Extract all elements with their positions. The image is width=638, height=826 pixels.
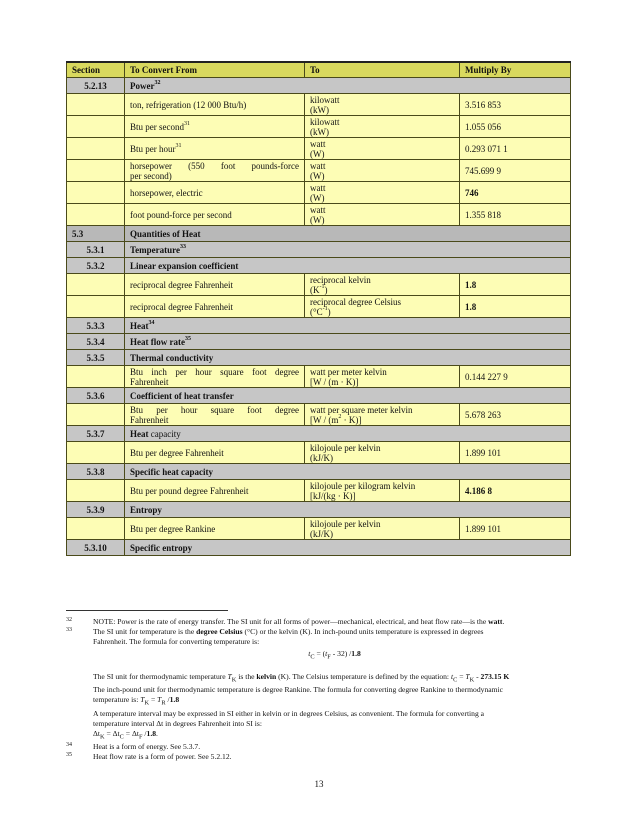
table-row — [67, 518, 571, 540]
header-section: Section — [67, 62, 125, 78]
section-number: 5.3.6 — [67, 388, 125, 404]
multiply-factor-cell: 1.8 — [460, 296, 571, 318]
section-title: Quantities of Heat — [125, 226, 571, 242]
multiply-factor-cell: 1.899 101 — [460, 442, 571, 464]
section-row — [67, 540, 571, 556]
convert-from-cell: horsepower (550 foot pounds-force per second) — [125, 160, 305, 182]
section-title: Heat capacity — [125, 426, 571, 442]
empty-section-cell — [67, 518, 125, 540]
section-row — [67, 350, 571, 366]
section-row — [67, 334, 571, 350]
section-number: 5.3.5 — [67, 350, 125, 366]
empty-section-cell — [67, 480, 125, 502]
section-row — [67, 502, 571, 518]
multiply-factor-cell: 0.144 227 9 — [460, 366, 571, 388]
section-row — [67, 426, 571, 442]
to-unit-cell: watt per meter kelvin [W / (m · K)] — [305, 366, 460, 388]
table-row — [67, 116, 571, 138]
to-unit-cell: kilojoule per kilogram kelvin [kJ/(kg · K)] — [305, 480, 460, 502]
footnote-ref: 34 — [148, 319, 155, 326]
to-unit-cell: watt (W) — [305, 160, 460, 182]
section-number: 5.3.3 — [67, 318, 125, 334]
empty-section-cell — [67, 138, 125, 160]
to-unit-cell: kilojoule per kelvin (kJ/K) — [305, 442, 460, 464]
table-row — [67, 296, 571, 318]
header-convert-from: To Convert From — [125, 62, 305, 78]
table-row — [67, 160, 571, 182]
multiply-factor-cell: 1.055 056 — [460, 116, 571, 138]
kelvin-definition: The SI unit for thermodynamic temperature $T_K$ is the kelvin (K). The Celsius temperature is defined by the equation: $t_C = T_K - 273.15$ K — [93, 671, 510, 684]
conversion-table — [66, 61, 571, 556]
section-row — [67, 78, 571, 94]
section-number: 5.3 — [67, 226, 125, 242]
multiply-factor-cell: 3.516 853 — [460, 94, 571, 116]
footnote-number: 32 — [66, 617, 72, 623]
to-unit-cell: watt (W) — [305, 182, 460, 204]
convert-from-cell: Btu per degree Fahrenheit — [125, 442, 305, 464]
multiply-factor-cell: 746 — [460, 182, 571, 204]
section-number: 5.3.9 — [67, 502, 125, 518]
footnotes — [66, 610, 576, 762]
to-unit-cell: watt (W) — [305, 204, 460, 226]
section-title: Specific entropy — [125, 540, 571, 556]
section-number: 5.3.10 — [67, 540, 125, 556]
section-row — [67, 242, 571, 258]
section-row — [67, 388, 571, 404]
empty-section-cell — [67, 366, 125, 388]
convert-from-cell: reciprocal degree Fahrenheit — [125, 274, 305, 296]
footnote-rule — [66, 610, 228, 611]
to-unit-cell: reciprocal degree Celsius $(^\circ C^{-1})$ — [305, 296, 460, 318]
table-header-row — [67, 62, 571, 78]
convert-from-cell: horsepower, electric — [125, 182, 305, 204]
empty-section-cell — [67, 116, 125, 138]
table-row — [67, 182, 571, 204]
convert-from-cell: ton, refrigeration (12 000 Btu/h) — [125, 94, 305, 116]
convert-from-cell: Btu per hour square foot degree Fahrenheit — [125, 404, 305, 426]
section-title: Heat flow rate$^{35}$ — [125, 334, 571, 350]
table-row — [67, 138, 571, 160]
table-row — [67, 274, 571, 296]
convert-from-cell: Btu per hour$^{31}$ — [125, 138, 305, 160]
empty-section-cell — [67, 94, 125, 116]
to-unit-cell: kilowatt (kW) — [305, 116, 460, 138]
multiply-factor-cell: 1.899 101 — [460, 518, 571, 540]
interval-formula: $\Delta t_K = \Delta t_C = \Delta t_F$ /1.8. — [93, 728, 158, 741]
section-number: 5.3.2 — [67, 258, 125, 274]
empty-section-cell — [67, 204, 125, 226]
empty-section-cell — [67, 274, 125, 296]
footnote-35: 35 Heat flow rate is a form of power. See 5.2.12. — [66, 752, 232, 762]
footnote-ref: 35 — [184, 335, 191, 342]
empty-section-cell — [67, 442, 125, 464]
multiply-factor-cell: 1.8 — [460, 274, 571, 296]
section-row — [67, 318, 571, 334]
section-title: Heat$^{34}$ — [125, 318, 571, 334]
section-title: Temperature$^{33}$ — [125, 242, 571, 258]
to-unit-cell: reciprocal kelvin $(K^{-1})$ — [305, 274, 460, 296]
section-number: 5.3.7 — [67, 426, 125, 442]
convert-from-cell: foot pound-force per second — [125, 204, 305, 226]
empty-section-cell — [67, 182, 125, 204]
header-to: To — [305, 62, 460, 78]
page-number: 13 — [314, 779, 324, 789]
footnote-32: 32 NOTE: Power is the rate of energy transfer. The SI unit for all forms of power—mechanical, electrical, and heat flow rate—is the watt. — [66, 617, 505, 626]
section-number: 5.3.8 — [67, 464, 125, 480]
to-unit-cell: kilowatt (kW) — [305, 94, 460, 116]
convert-from-cell: Btu inch per hour square foot degree Fahrenheit — [125, 366, 305, 388]
table-body — [67, 78, 571, 556]
section-title: Entropy — [125, 502, 571, 518]
convert-from-cell: reciprocal degree Fahrenheit — [125, 296, 305, 318]
section-title: Thermal conductivity — [125, 350, 571, 366]
table-row — [67, 442, 571, 464]
footnote-33: 33 The SI unit for temperature is the degree Celsius (°C) or the kelvin (K). In inch-pound units temperature is expressed in degrees Fahrenheit. The formula for converting temperature is: $t_C = (t_F - 32)$ /1.8 The SI unit for thermodynamic temperature $T_K$ is the kelvin (K). The Celsius temperature is defined by the equation: $t_C = T_K - 273.15$ K The inch-pound unit for thermodynamic temperature is degree Rankine. The formula for converting degree Rankine to thermodynamic temperature is: $T_K = T_R$ /1.8 A temperature interval may be expressed in SI either in kelvin or in degrees Celsius, as convenient. The formula for converting a temperature interval Δt in degrees Fahrenheit into SI is: $\Delta t_K = \Delta t_C = \Delta t_F$ /1.8. — [66, 627, 576, 742]
convert-from-cell: Btu per second$^{31}$ — [125, 116, 305, 138]
table-row — [67, 94, 571, 116]
multiply-factor-cell: 4.186 8 — [460, 480, 571, 502]
empty-section-cell — [67, 404, 125, 426]
footnote-ref: 31 — [184, 120, 190, 127]
section-number: 5.3.4 — [67, 334, 125, 350]
multiply-factor-cell: 5.678 263 — [460, 404, 571, 426]
footnote-number: 34 — [66, 742, 72, 749]
multiply-factor-cell: 0.293 071 1 — [460, 138, 571, 160]
multiply-factor-cell: 745.699 9 — [460, 160, 571, 182]
section-row — [67, 258, 571, 274]
section-title: Power$^{32}$ — [125, 78, 571, 94]
section-number: 5.2.13 — [67, 78, 125, 94]
table-row — [67, 204, 571, 226]
section-title: Coefficient of heat transfer — [125, 388, 571, 404]
table-row — [67, 480, 571, 502]
section-row — [67, 464, 571, 480]
footnote-ref: 33 — [180, 243, 186, 250]
to-unit-cell: watt (W) — [305, 138, 460, 160]
section-row — [67, 226, 571, 242]
section-title: Specific heat capacity — [125, 464, 571, 480]
empty-section-cell — [67, 160, 125, 182]
footnote-ref: 31 — [175, 142, 182, 149]
to-unit-cell: kilojoule per kelvin (kJ/K) — [305, 518, 460, 540]
table-row — [67, 404, 571, 426]
celsius-formula: $t_C = (t_F - 32)$ /1.8 — [308, 649, 361, 661]
footnote-ref: 32 — [154, 79, 161, 86]
table-row — [67, 366, 571, 388]
header-multiply-by: Multiply By — [460, 62, 571, 78]
empty-section-cell — [67, 296, 125, 318]
to-unit-cell: watt per square meter kelvin $[W / (m^2 \cdot K)]$ — [305, 404, 460, 426]
section-title: Linear expansion coefficient — [125, 258, 571, 274]
footnote-number: 35 — [66, 752, 72, 759]
footnote-number: 33 — [66, 627, 72, 633]
section-number: 5.3.1 — [67, 242, 125, 258]
convert-from-cell: Btu per degree Rankine — [125, 518, 305, 540]
footnote-34: 34 Heat is a form of energy. See 5.3.7. — [66, 742, 201, 752]
multiply-factor-cell: 1.355 818 — [460, 204, 571, 226]
convert-from-cell: Btu per pound degree Fahrenheit — [125, 480, 305, 502]
